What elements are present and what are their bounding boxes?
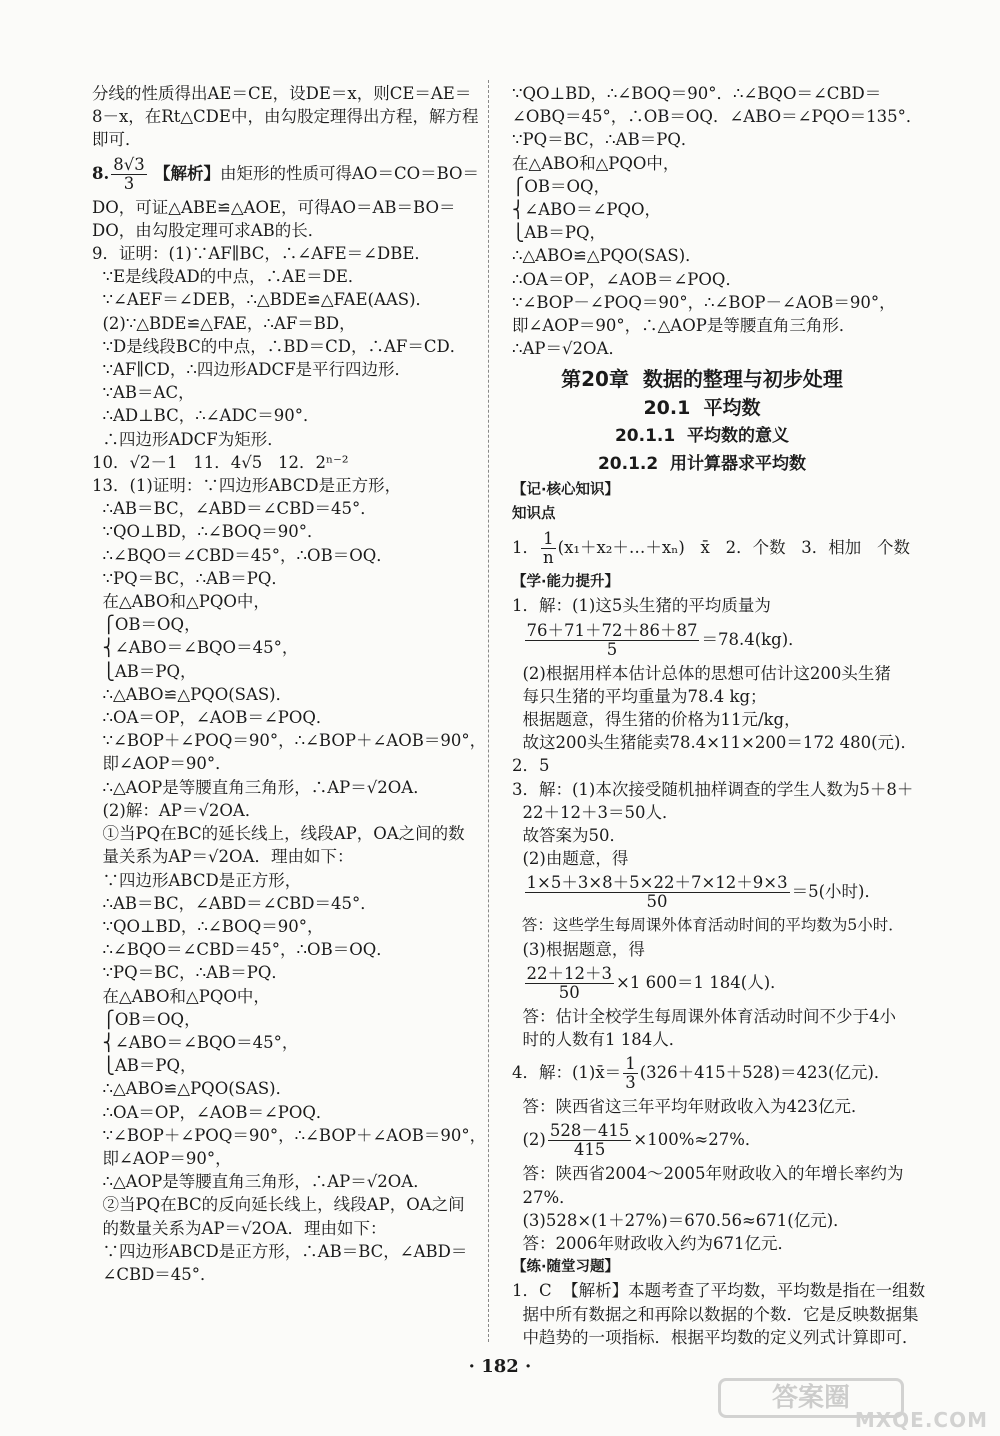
- text-line: ∴OA＝OP，∠AOB＝∠POQ．: [92, 1102, 333, 1122]
- section-title: 20.1 平均数: [643, 397, 761, 420]
- text-line: ∴△ABO≌△PQO(SAS)．: [92, 684, 293, 704]
- text-segment: ×1 600＝1 184(人)．: [616, 972, 787, 992]
- fraction-denominator: 415: [573, 1140, 606, 1160]
- text-line: 即可．: [92, 130, 142, 150]
- text-line: ∵PQ＝BC，∴AB＝PQ．: [92, 963, 288, 983]
- fraction-numerator: 1×5＋3×8＋5×22＋7×12＋9×3: [526, 873, 788, 893]
- text-line: 27%．: [512, 1187, 576, 1207]
- text-segment: ＝78.4(kg)．: [701, 629, 805, 649]
- text-line: 量关系为AP＝√2OA．理由如下：: [92, 847, 354, 867]
- text-line: 8－x，在Rt△CDE中，由勾股定理得出方程，解方程: [92, 107, 479, 127]
- subsection-title: 20.1.2 用计算器求平均数: [597, 454, 807, 475]
- question-8-line: [92, 152, 480, 196]
- formula-line: [512, 618, 892, 662]
- text-line: 答：这些学生每周课外体育活动时间的平均数为5小时．: [512, 916, 904, 935]
- text-line: ⎧OB＝OQ，: [92, 615, 201, 635]
- text-line: ∴OA＝OP，∠AOB＝∠POQ．: [512, 269, 742, 289]
- text-line: 答：估计全校学生每周课外体育活动时间不少于4小: [512, 1006, 896, 1026]
- text-line: 答：陕西省这三年平均年财政收入为423亿元．: [512, 1097, 868, 1117]
- text-segment: (326＋415＋528)＝423(亿元)．: [639, 1063, 891, 1083]
- text-line: ∴△AOP是等腰直角三角形，∴AP＝√2OA．: [92, 777, 430, 797]
- text-line: ∵PQ＝BC，∴AB＝PQ．: [92, 568, 288, 588]
- fraction: [541, 530, 556, 567]
- fraction-numerator: 22＋12＋3: [526, 963, 612, 983]
- text-line: 1．C 【解析】本题考查了平均数，平均数是指在一组数: [512, 1281, 926, 1301]
- text-line: ∵∠BOP＋∠POQ＝90°，∴∠BOP＋∠AOB＝90°，: [92, 1125, 487, 1145]
- fraction-denominator: 3: [123, 173, 135, 193]
- text-line: 答：2006年财政收入约为671亿元．: [512, 1234, 794, 1254]
- fraction: [525, 874, 790, 911]
- text-line: ⎨∠ABO＝∠BQO＝45°，: [92, 638, 299, 658]
- fraction: [525, 622, 700, 659]
- text-line: ∵E是线段AD的中点，∴AE＝DE．: [92, 267, 365, 287]
- fraction-numerator: 76＋71＋72＋86＋87: [526, 620, 698, 640]
- watermark-logo: [718, 1378, 988, 1432]
- analysis-tag: 【解析】: [154, 163, 220, 183]
- formula-line: [512, 1051, 892, 1095]
- text-line: 中趋势的一项指标．根据平均数的定义列式计算即可．: [512, 1327, 919, 1347]
- text-line: ∵AB＝AC，: [92, 383, 195, 403]
- text-line: ①当PQ在BC的延长线上，线段AP，OA之间的数: [92, 824, 465, 844]
- text-line: 由矩形的性质可得AO＝CO＝BO＝: [220, 163, 480, 183]
- fraction-denominator: 5: [606, 639, 618, 659]
- fraction: [111, 156, 147, 193]
- text-line: ∴∠BQO＝∠CBD＝45°，∴OB＝OQ．: [92, 940, 393, 960]
- left-column: [92, 82, 487, 1286]
- text-line: ⎧OB＝OQ，: [92, 1009, 201, 1029]
- text-line: ∠CBD＝45°．: [92, 1264, 217, 1284]
- text-line: ∴△ABO≌△PQO(SAS)．: [512, 246, 702, 266]
- right-column: [512, 82, 926, 1349]
- fraction-denominator: 50: [558, 982, 580, 1002]
- text-line: ∵QO⊥BD，∴∠BOQ＝90°，: [92, 916, 324, 936]
- text-line: 2．5: [512, 756, 550, 776]
- formula-line: [512, 870, 892, 914]
- page-number: · 182 ·: [468, 1356, 532, 1377]
- text-segment: (2): [512, 1130, 546, 1150]
- text-line: DO，由勾股定理可求AB的长．: [92, 220, 325, 240]
- fraction-denominator: n: [543, 548, 554, 568]
- text-line: 据中所有数据之和再除以数据的个数．它是反映数据集: [512, 1304, 919, 1324]
- text-line: 9．证明：(1)∵AF∥BC，∴∠AFE＝∠DBE．: [92, 244, 431, 264]
- text-line: ∵∠BOP－∠POQ＝90°，∴∠BOP－∠AOB＝90°，: [512, 292, 896, 312]
- text-line: ∴△AOP是等腰直角三角形，∴AP＝√2OA．: [92, 1172, 430, 1192]
- fraction-numerator: 528－415: [549, 1121, 630, 1141]
- text-line: ∵∠BOP＋∠POQ＝90°，∴∠BOP＋∠AOB＝90°，: [92, 731, 487, 751]
- text-line: 13．(1)证明：∵四边形ABCD是正方形，: [92, 476, 402, 496]
- text-line: ∵∠AEF＝∠DEB，∴△BDE≌△FAE(AAS)．: [92, 290, 433, 310]
- text-line: ⎩AB＝PQ，: [92, 661, 197, 681]
- text-line: ⎩AB＝PQ，: [512, 223, 607, 243]
- text-line: 10．√2－1 11．4√5 12．2ⁿ⁻²: [92, 452, 349, 472]
- text-line: 故这200头生猪能卖78.4×11×200＝172 480(元)．: [512, 733, 917, 753]
- text-line: ⎧OB＝OQ，: [512, 176, 611, 196]
- section-label: 【记·核心知识】: [512, 482, 620, 499]
- text-line: ∵QO⊥BD，∴∠BOQ＝90°．: [92, 522, 324, 542]
- text-line: (2)由题意，得: [512, 849, 629, 869]
- text-line: ∠OBQ＝45°，∴OB＝OQ．∠ABO＝∠PQO＝135°．: [512, 107, 923, 127]
- text-segment: ×100%≈27%．: [633, 1130, 762, 1150]
- text-segment: (x₁＋x₂＋…＋xₙ) x̄ 2．个数 3．相加 个数: [557, 538, 911, 558]
- text-line: 22＋12＋3＝50人．: [512, 802, 679, 822]
- fraction-denominator: 50: [646, 892, 668, 912]
- text-line: ∴AB＝BC，∠ABD＝∠CBD＝45°．: [92, 893, 377, 913]
- text-line: ∴AP＝√2OA．: [512, 339, 625, 359]
- text-line: ∴∠BQO＝∠CBD＝45°，∴OB＝OQ．: [92, 545, 393, 565]
- text-line: ∴四边形ADCF为矩形．: [92, 429, 284, 449]
- text-line: 根据题意，得生猪的价格为11元/kg，: [512, 710, 801, 730]
- text-line: 答：陕西省2004～2005年财政收入的年增长率约为: [512, 1164, 904, 1184]
- section-label: 知识点: [512, 506, 556, 523]
- text-line: 即∠AOP＝90°，: [92, 1148, 232, 1168]
- text-segment: 1．: [512, 538, 539, 558]
- text-line: 3．解：(1)本次接受随机抽样调查的学生人数为5＋8＋: [512, 779, 914, 799]
- fraction-denominator: 3: [625, 1073, 636, 1093]
- text-line: 在△ABO和△PQO中，: [512, 153, 680, 173]
- fraction: [623, 1055, 638, 1092]
- section-label: 【练·随堂习题】: [512, 1259, 620, 1276]
- text-line: ⎨∠ABO＝∠BQO＝45°，: [92, 1032, 299, 1052]
- text-line: 在△ABO和△PQO中，: [92, 986, 270, 1006]
- text-line: ⎨∠ABO＝∠PQO，: [512, 200, 662, 220]
- text-line: ∵AF∥CD，∴四边形ADCF是平行四边形．: [92, 360, 412, 380]
- fraction-numerator: 8√3: [113, 154, 145, 174]
- text-line: ∴AD⊥BC，∴∠ADC＝90°．: [92, 406, 320, 426]
- text-line: DO，可证△ABE≌△AOE，可得AO＝AB＝BO＝: [92, 197, 456, 217]
- text-line: ∵四边形ABCD是正方形，∴AB＝BC，∠ABD＝: [92, 1241, 468, 1261]
- question-number: 8.: [92, 163, 110, 183]
- text-line: 在△ABO和△PQO中，: [92, 592, 270, 612]
- text-line: ∵QO⊥BD，∴∠BOQ＝90°．∴∠BQO＝∠CBD＝: [512, 84, 882, 103]
- text-line: (2)根据用样本估计总体的思想可估计这200头生猪: [512, 663, 891, 683]
- subsection-title: 20.1.1 平均数的意义: [614, 426, 790, 447]
- text-line: 时的人数有1 184人．: [512, 1030, 686, 1050]
- text-line: ∴△ABO≌△PQO(SAS)．: [92, 1079, 293, 1099]
- text-line: ∵D是线段BC的中点，∴BD＝CD，∴AF＝CD．: [92, 336, 467, 356]
- formula-line: [512, 961, 892, 1005]
- text-line: ∵四边形ABCD是正方形，: [92, 870, 302, 890]
- fraction-numerator: 1: [625, 1054, 636, 1074]
- text-line: (2)解：AP＝√2OA．: [92, 800, 262, 820]
- chapter-title: 第20章 数据的整理与初步处理: [561, 367, 843, 392]
- text-line: 分线的性质得出AE＝CE，设DE＝x，则CE＝AE＝: [92, 84, 472, 103]
- text-line: 1．解：(1)这5头生猪的平均质量为: [512, 596, 771, 616]
- column-divider: [488, 80, 489, 1342]
- text-line: (2)∵△BDE≌△FAE，∴AF＝BD，: [92, 313, 356, 333]
- fraction-numerator: 1: [541, 530, 556, 549]
- text-line: ∵PQ＝BC，∴AB＝PQ．: [512, 130, 698, 150]
- text-line: 故答案为50．: [512, 826, 626, 846]
- fraction: [525, 965, 615, 1002]
- text-segment: 4．解：(1)x̄＝: [512, 1063, 622, 1083]
- watermark-text: 答案圈: [718, 1378, 904, 1418]
- text-line: ∴OA＝OP，∠AOB＝∠POQ．: [92, 708, 333, 728]
- text-line: (3)根据题意，得: [512, 939, 645, 959]
- text-segment: ＝5(小时)．: [791, 882, 881, 902]
- fraction: [548, 1122, 632, 1159]
- formula-line: [512, 1118, 892, 1162]
- text-line: ∴AB＝BC，∠ABD＝∠CBD＝45°．: [92, 499, 377, 519]
- knowledge-point-line: [512, 526, 911, 570]
- section-label: 【学·能力提升】: [512, 574, 620, 591]
- watermark-url: MXQE.COM: [854, 1408, 988, 1432]
- text-line: ②当PQ在BC的反向延长线上，线段AP，OA之间: [92, 1195, 465, 1215]
- text-line: 即∠AOP＝90°，∴△AOP是等腰直角三角形．: [512, 316, 856, 336]
- text-line: 的数量关系为AP＝√2OA．理由如下：: [92, 1218, 387, 1238]
- text-line: ⎩AB＝PQ，: [92, 1056, 197, 1076]
- text-line: (3)528×(1＋27%)＝670.56≈671(亿元)．: [512, 1210, 850, 1230]
- text-line: 即∠AOP＝90°．: [92, 754, 232, 774]
- text-line: 每只生猪的平均重量为78.4 kg；: [512, 686, 767, 706]
